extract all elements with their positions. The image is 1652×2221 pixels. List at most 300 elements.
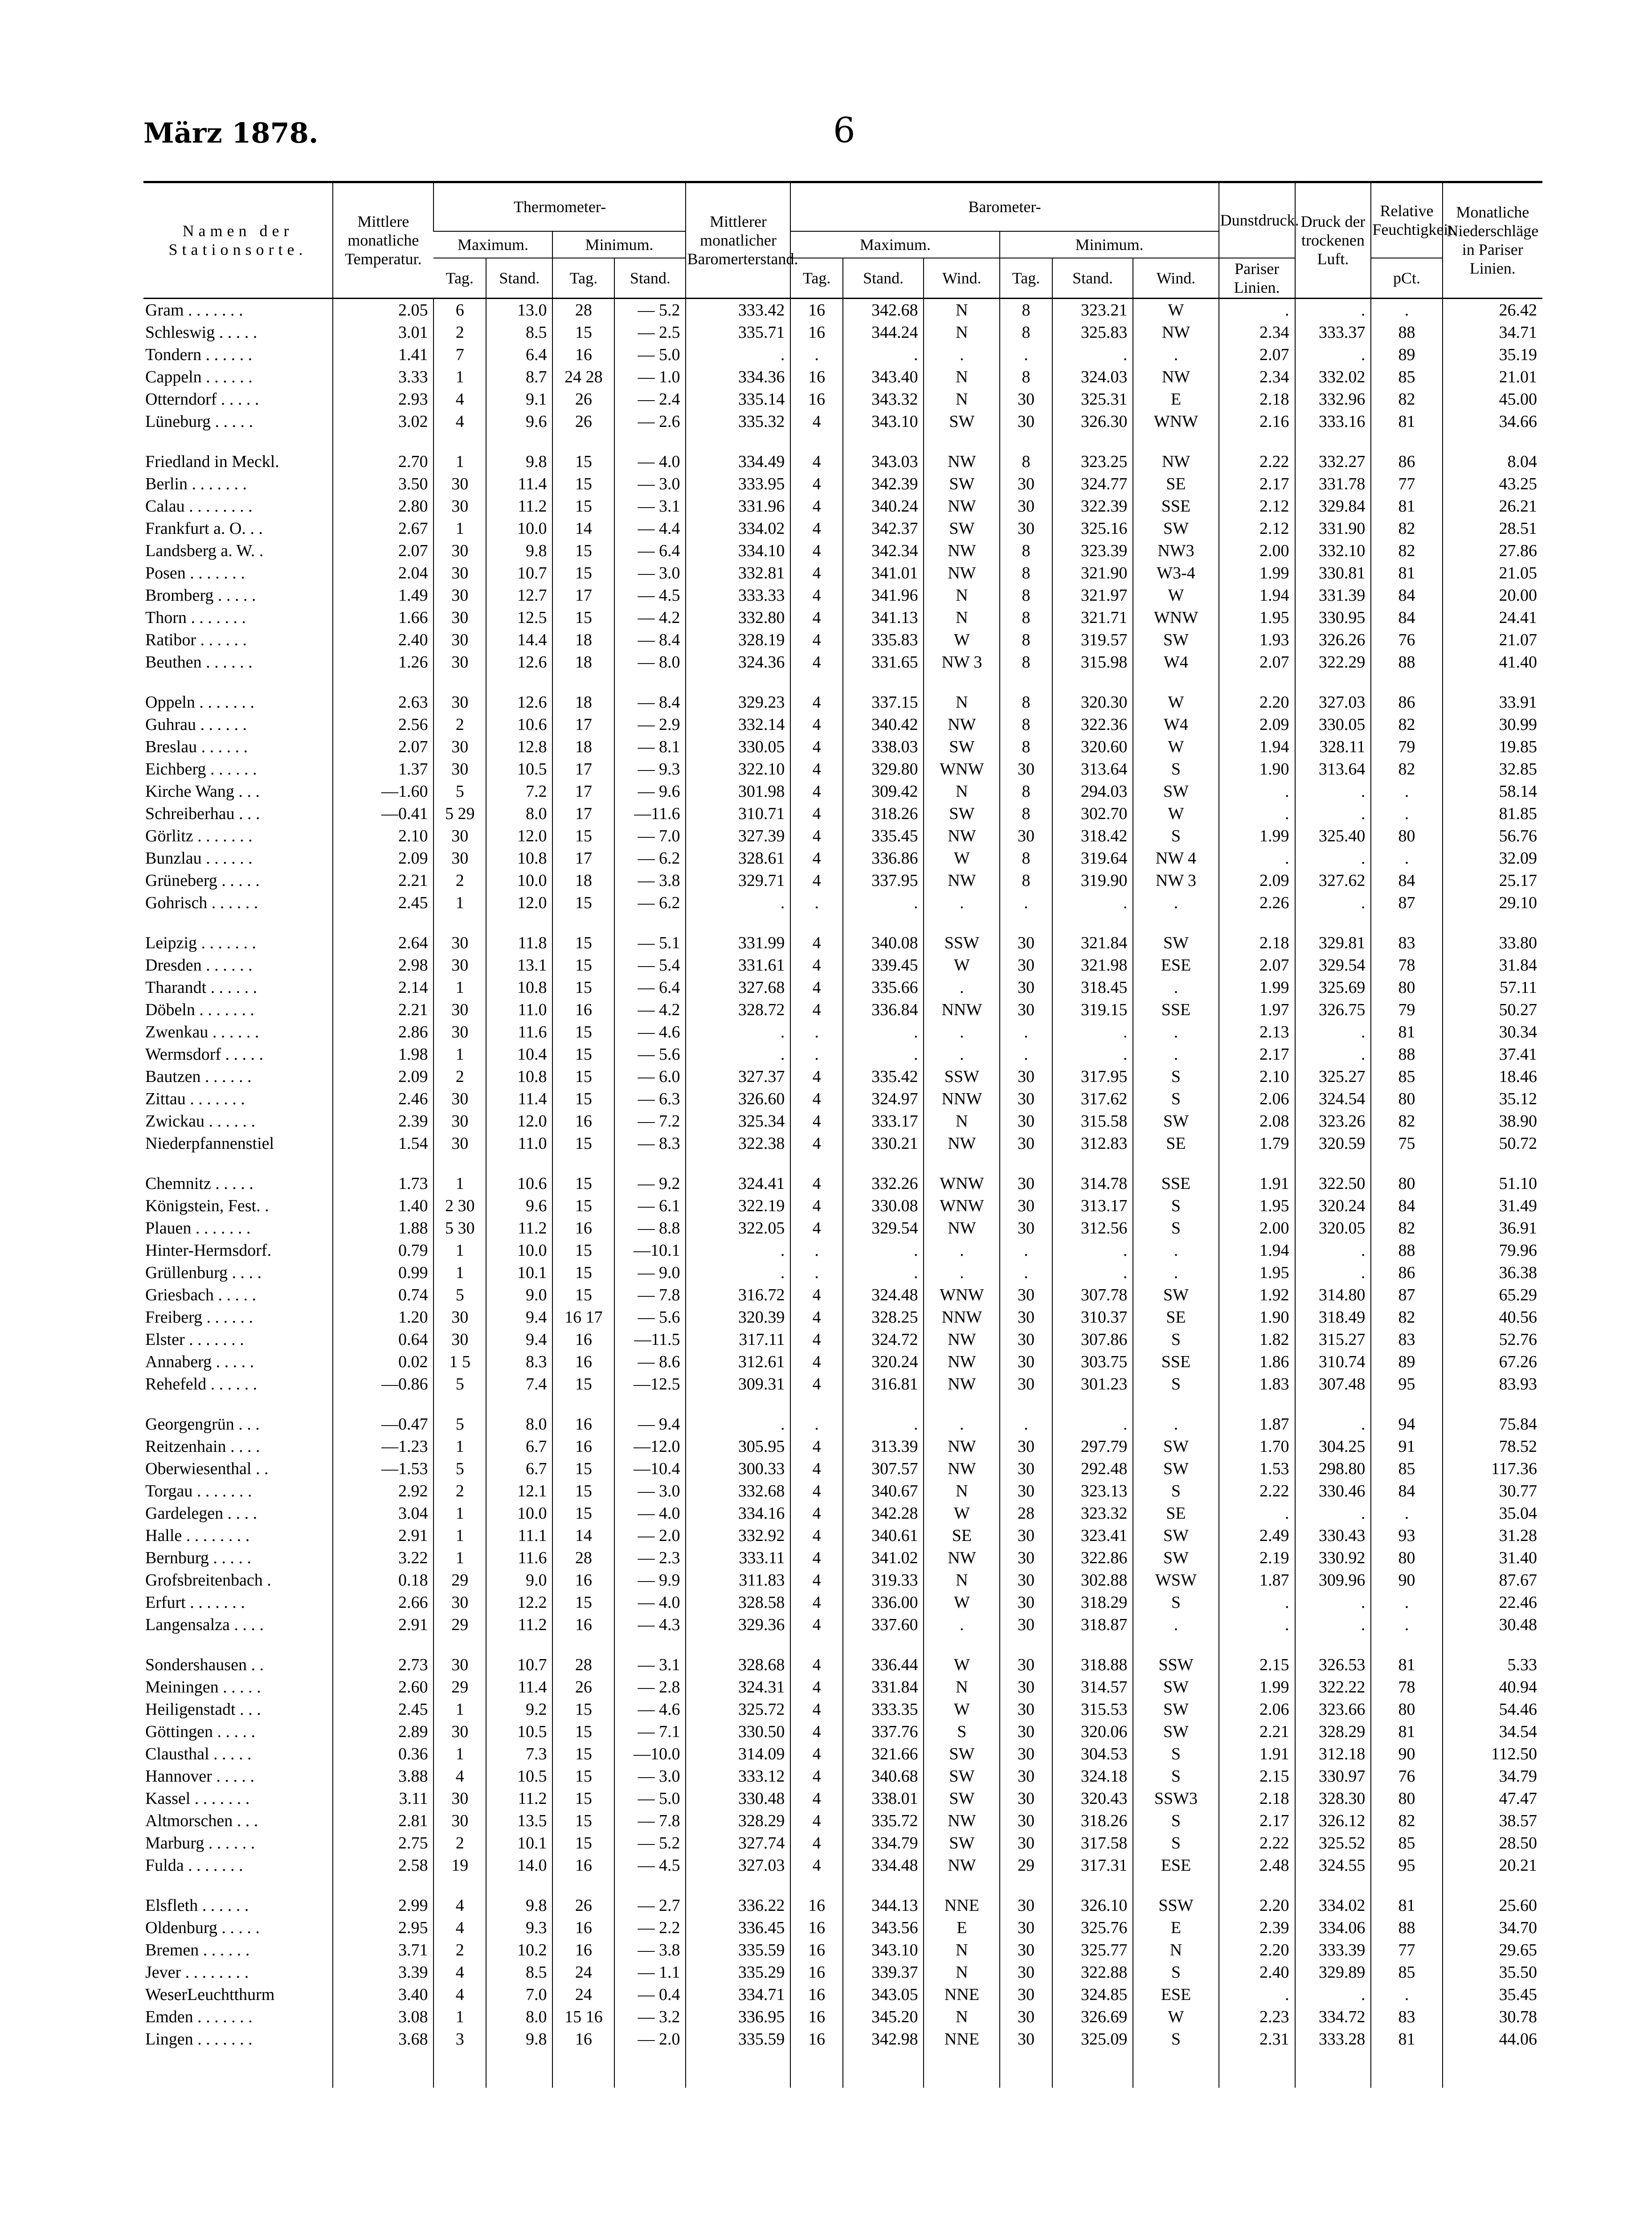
table-cell: 85 — [1371, 1832, 1442, 1854]
gap-cell — [790, 1395, 842, 1413]
gap-cell — [1443, 433, 1542, 451]
gap-cell — [614, 2050, 686, 2088]
gap-cell — [1000, 2050, 1052, 2088]
table-cell: NNW — [924, 1306, 1000, 1328]
table-cell: 1.73 — [333, 1172, 433, 1195]
table-cell: 16 — [790, 298, 842, 321]
table-cell: 15 — [552, 1458, 614, 1480]
table-cell: 30 — [433, 1306, 486, 1328]
table-cell: W — [1133, 803, 1219, 825]
table-cell: 9.4 — [486, 1328, 553, 1351]
table-cell: . — [1219, 1502, 1295, 1524]
table-cell: 36.91 — [1443, 1217, 1542, 1239]
gap-cell — [1219, 1395, 1295, 1413]
table-cell: 2.06 — [1219, 1698, 1295, 1721]
table-cell: 43.25 — [1443, 473, 1542, 495]
table-cell: 30 — [433, 847, 486, 869]
thermo-min-stand: Stand. — [614, 258, 686, 299]
table-cell: 16 — [552, 1217, 614, 1239]
table-cell: 30 — [433, 758, 486, 780]
station-name: Bunzlau . . . . . . — [145, 848, 253, 868]
gap-cell — [1133, 1636, 1219, 1654]
table-cell: . — [1219, 803, 1295, 825]
table-cell: 331.99 — [686, 932, 790, 954]
table-row — [143, 847, 1542, 869]
table-cell: 16 — [552, 2028, 614, 2050]
table-cell: 5 — [433, 1458, 486, 1480]
table-cell: 2.91 — [333, 1614, 433, 1636]
table-row — [143, 1043, 1542, 1065]
table-cell: 2.49 — [1219, 1524, 1295, 1547]
table-cell: 316.72 — [686, 1284, 790, 1306]
table-cell: 339.45 — [843, 954, 924, 976]
table-cell: 325.31 — [1052, 388, 1133, 410]
table-cell: S — [1133, 1328, 1219, 1351]
station-name: Georgengrün . . . — [145, 1414, 260, 1434]
table-cell: 85 — [1371, 1065, 1442, 1088]
table-cell: 2.56 — [333, 713, 433, 736]
gap-cell — [1000, 1155, 1052, 1172]
table-row — [143, 1787, 1542, 1810]
col-mean-temp: Mittlere monatliche Temperatur. — [333, 182, 433, 299]
table-cell: 15 — [552, 562, 614, 584]
station-name: Oberwiesenthal . . — [145, 1459, 269, 1478]
table-cell: 336.84 — [843, 999, 924, 1021]
table-cell: WNW — [924, 1172, 1000, 1195]
table-cell: 331.65 — [843, 651, 924, 673]
gap-cell — [333, 1395, 433, 1413]
table-cell: NW — [924, 1132, 1000, 1155]
table-cell: 330.97 — [1295, 1765, 1371, 1787]
table-cell: 30 — [433, 584, 486, 606]
table-cell: . — [843, 1239, 924, 1262]
table-cell: 2 — [433, 869, 486, 892]
station-name: Zwenkau . . . . . . — [145, 1022, 259, 1041]
table-cell: 336.00 — [843, 1591, 924, 1614]
table-cell: 30 — [433, 1132, 486, 1155]
table-cell: — 3.0 — [614, 473, 686, 495]
table-cell: 77 — [1371, 473, 1442, 495]
table-cell: SW — [1133, 629, 1219, 651]
station-name: Oppeln . . . . . . . — [145, 693, 254, 712]
table-row — [143, 321, 1542, 344]
table-cell: 35.12 — [1443, 1088, 1542, 1110]
table-row — [143, 1065, 1542, 1088]
table-cell: — 1.1 — [614, 1961, 686, 1983]
table-cell: . — [790, 892, 842, 914]
table-cell: ESE — [1133, 954, 1219, 976]
gap-cell — [1052, 914, 1133, 932]
table-cell: 343.03 — [843, 451, 924, 473]
table-row — [143, 1284, 1542, 1306]
gap-cell — [1371, 914, 1442, 932]
station-name: Oldenburg . . . . . — [145, 1918, 260, 1937]
table-row — [143, 1435, 1542, 1458]
table-cell: 2.95 — [333, 1917, 433, 1939]
table-cell: . — [1371, 803, 1442, 825]
thermo-max-day: Tag. — [433, 258, 486, 299]
table-cell: SW — [924, 1765, 1000, 1787]
table-cell: 8 — [1000, 366, 1052, 388]
table-cell: . — [1133, 1262, 1219, 1284]
table-cell: 325.27 — [1295, 1065, 1371, 1088]
station-name: Grüllenburg . . . . — [145, 1263, 262, 1282]
table-cell: — 7.2 — [614, 1110, 686, 1132]
table-cell: NW 3 — [1133, 869, 1219, 892]
table-cell: 2.14 — [333, 976, 433, 999]
table-cell: 84 — [1371, 869, 1442, 892]
thermo-max: Maximum. — [433, 231, 552, 258]
table-cell: 9.8 — [486, 451, 553, 473]
table-cell: 313.39 — [843, 1435, 924, 1458]
table-row — [143, 1172, 1542, 1195]
table-cell: 330.05 — [1295, 713, 1371, 736]
table-cell: 328.68 — [686, 1654, 790, 1676]
table-cell: 16 — [552, 1917, 614, 1939]
station-name: Frankfurt a. O. . . — [145, 519, 263, 538]
table-cell: 80 — [1371, 1698, 1442, 1721]
table-cell: 318.29 — [1052, 1591, 1133, 1614]
table-cell: —12.0 — [614, 1435, 686, 1458]
table-cell: S — [1133, 1088, 1219, 1110]
table-cell: 10.0 — [486, 869, 553, 892]
table-cell: 343.10 — [843, 1939, 924, 1961]
gap-cell — [614, 914, 686, 932]
table-cell: 309.96 — [1295, 1569, 1371, 1591]
table-cell: 337.60 — [843, 1614, 924, 1636]
table-cell: 9.4 — [486, 1306, 553, 1328]
table-cell: 324.48 — [843, 1284, 924, 1306]
station-name: Freiberg . . . . . . — [145, 1307, 254, 1327]
table-cell: N — [924, 321, 1000, 344]
table-cell: 28.51 — [1443, 517, 1542, 540]
table-cell: 81 — [1371, 410, 1442, 433]
table-cell: 7.3 — [486, 1743, 553, 1765]
table-cell: NW 4 — [1133, 847, 1219, 869]
table-cell: — 8.4 — [614, 691, 686, 713]
gap-cell — [486, 1636, 553, 1654]
table-cell: 0.36 — [333, 1743, 433, 1765]
table-row — [143, 1765, 1542, 1787]
table-cell: 4 — [790, 495, 842, 517]
gap-cell — [1295, 1395, 1371, 1413]
table-cell: 1.88 — [333, 1217, 433, 1239]
table-cell: 3.33 — [333, 366, 433, 388]
table-cell: 2.75 — [333, 1832, 433, 1854]
table-cell: SW — [1133, 1110, 1219, 1132]
table-cell: 333.39 — [1295, 1939, 1371, 1961]
gap-cell — [433, 914, 486, 932]
table-cell: 2.09 — [1219, 869, 1295, 892]
table-cell: S — [1133, 1961, 1219, 1983]
gap-cell — [1052, 2050, 1133, 2088]
table-cell: 343.32 — [843, 388, 924, 410]
table-cell: 44.06 — [1443, 2028, 1542, 2050]
table-cell: 4 — [790, 1502, 842, 1524]
table-cell: 4 — [790, 1328, 842, 1351]
gap-cell — [433, 1155, 486, 1172]
col-dry-pressure: Druck der trockenen Luft. — [1295, 182, 1371, 299]
table-cell: 88 — [1371, 1239, 1442, 1262]
table-cell: 4 — [790, 1480, 842, 1502]
table-cell: 334.48 — [843, 1854, 924, 1877]
table-cell: 84 — [1371, 1480, 1442, 1502]
gap-cell — [143, 1877, 333, 1894]
table-cell: 333.16 — [1295, 410, 1371, 433]
table-cell: 18 — [552, 869, 614, 892]
table-cell: 41.40 — [1443, 651, 1542, 673]
table-cell: WNW — [924, 1195, 1000, 1217]
table-cell: . — [843, 1262, 924, 1284]
table-cell: 326.75 — [1295, 999, 1371, 1021]
station-name: WeserLeuchtthurm — [145, 1985, 275, 2004]
gap-cell — [1000, 433, 1052, 451]
gap-cell — [1295, 1877, 1371, 1894]
table-cell: 15 — [552, 451, 614, 473]
table-cell: . — [843, 892, 924, 914]
gap-cell — [486, 1395, 553, 1413]
table-cell: 4 — [790, 1810, 842, 1832]
gap-cell — [1219, 673, 1295, 691]
table-cell: 336.22 — [686, 1894, 790, 1917]
table-cell: 30 — [433, 1787, 486, 1810]
table-cell: 16 — [552, 1110, 614, 1132]
table-cell: 11.2 — [486, 495, 553, 517]
station-name: Göttingen . . . . . — [145, 1722, 255, 1741]
gap-cell — [433, 1877, 486, 1894]
station-name: Beuthen . . . . . . — [145, 652, 253, 672]
table-cell: 30 — [1000, 1458, 1052, 1480]
station-name: Otterndorf . . . . . — [145, 389, 259, 409]
table-cell: 0.64 — [333, 1328, 433, 1351]
table-cell: 11.4 — [486, 1676, 553, 1698]
table-cell: 1 — [433, 1435, 486, 1458]
table-cell: 2.39 — [333, 1110, 433, 1132]
table-cell: 13.0 — [486, 298, 553, 321]
station-name: Döbeln . . . . . . . — [145, 1000, 254, 1019]
gap-cell — [552, 1877, 614, 1894]
table-cell: 329.71 — [686, 869, 790, 892]
table-cell: NNE — [924, 2028, 1000, 2050]
table-cell: 1.91 — [1219, 1743, 1295, 1765]
table-cell: 91 — [1371, 1435, 1442, 1458]
table-cell: 334.16 — [686, 1502, 790, 1524]
table-cell: SW — [924, 473, 1000, 495]
table-cell: 84 — [1371, 1195, 1442, 1217]
table-cell: 322.88 — [1052, 1961, 1133, 1983]
table-cell: 1.94 — [1219, 1239, 1295, 1262]
table-cell: NW — [924, 1547, 1000, 1569]
table-cell: 340.67 — [843, 1480, 924, 1502]
table-cell: 30 — [1000, 2006, 1052, 2028]
table-cell: 4 — [790, 1373, 842, 1395]
table-cell: 79 — [1371, 999, 1442, 1021]
table-cell: N — [924, 1569, 1000, 1591]
table-cell: SW — [924, 1743, 1000, 1765]
table-cell: 2.00 — [1219, 540, 1295, 562]
table-cell: 2.12 — [1219, 517, 1295, 540]
table-cell: 326.26 — [1295, 629, 1371, 651]
table-cell: 2.10 — [333, 825, 433, 847]
table-cell: 57.11 — [1443, 976, 1542, 999]
table-cell: 86 — [1371, 691, 1442, 713]
table-cell: 2.20 — [1219, 1939, 1295, 1961]
col-precip: Monatliche Niederschläge in Pariser Linien. — [1443, 182, 1542, 299]
table-cell: 344.13 — [843, 1894, 924, 1917]
table-cell: . — [686, 344, 790, 366]
table-cell: 2.67 — [333, 517, 433, 540]
table-cell: 331.78 — [1295, 473, 1371, 495]
table-cell: 1 — [433, 1502, 486, 1524]
gap-cell — [1443, 673, 1542, 691]
table-cell: . — [1052, 1043, 1133, 1065]
table-cell: 16 — [790, 1939, 842, 1961]
table-cell: — 9.3 — [614, 758, 686, 780]
gap-cell — [433, 1636, 486, 1654]
table-cell: 8.3 — [486, 1351, 553, 1373]
gap-cell — [486, 2050, 553, 2088]
table-cell: 30 — [1000, 1217, 1052, 1239]
table-cell: 4 — [790, 847, 842, 869]
baro-min: Minimum. — [1000, 231, 1219, 258]
table-cell: 17 — [552, 847, 614, 869]
table-cell: . — [1133, 976, 1219, 999]
table-cell: . — [1295, 1239, 1371, 1262]
station-name: Fulda . . . . . . . — [145, 1856, 243, 1875]
table-row — [143, 606, 1542, 629]
table-cell: 88 — [1371, 1043, 1442, 1065]
gap-cell — [333, 673, 433, 691]
station-name: Meiningen . . . . . — [145, 1677, 261, 1696]
table-cell: SW — [924, 736, 1000, 758]
table-cell: — 9.6 — [614, 780, 686, 803]
table-cell: 322.38 — [686, 1132, 790, 1155]
table-cell: 76 — [1371, 629, 1442, 651]
baro-max-wind: Wind. — [924, 258, 1000, 299]
table-cell: 15 — [552, 495, 614, 517]
table-cell: 325.16 — [1052, 517, 1133, 540]
table-cell: 87 — [1371, 1284, 1442, 1306]
table-cell: N — [924, 1110, 1000, 1132]
table-cell: 30 — [433, 540, 486, 562]
table-cell: N — [924, 584, 1000, 606]
table-cell: . — [1000, 1239, 1052, 1262]
table-cell: NW3 — [1133, 540, 1219, 562]
gap-cell — [1443, 1155, 1542, 1172]
table-cell: 30 — [1000, 976, 1052, 999]
table-cell: 15 — [552, 825, 614, 847]
station-name: Guhrau . . . . . . — [145, 715, 247, 734]
table-cell: 4 — [790, 1172, 842, 1195]
table-cell: 30 — [1000, 1524, 1052, 1547]
table-cell: 334.49 — [686, 451, 790, 473]
table-cell: 15 — [552, 1591, 614, 1614]
table-cell: 329.89 — [1295, 1961, 1371, 1983]
table-cell: 2.22 — [1219, 451, 1295, 473]
table-cell: 83 — [1371, 932, 1442, 954]
table-cell: 2.17 — [1219, 473, 1295, 495]
table-cell: 313.64 — [1052, 758, 1133, 780]
table-cell: 332.10 — [1295, 540, 1371, 562]
gap-cell — [1133, 914, 1219, 932]
table-cell: 340.42 — [843, 713, 924, 736]
table-cell: 330.05 — [686, 736, 790, 758]
gap-cell — [143, 1155, 333, 1172]
table-cell: 15 — [552, 1480, 614, 1502]
table-cell: 328.19 — [686, 629, 790, 651]
table-cell: 80 — [1371, 1787, 1442, 1810]
baro-min-stand: Stand. — [1052, 258, 1133, 299]
table-cell: 15 — [552, 1373, 614, 1395]
table-cell: SW — [924, 1832, 1000, 1854]
table-cell: 2.22 — [1219, 1480, 1295, 1502]
table-cell: 2.17 — [1219, 1810, 1295, 1832]
table-cell: 29 — [433, 1614, 486, 1636]
table-cell: NW — [924, 1351, 1000, 1373]
table-cell: 67.26 — [1443, 1351, 1542, 1373]
table-cell: 30 — [1000, 932, 1052, 954]
table-row — [143, 825, 1542, 847]
table-cell: 95 — [1371, 1373, 1442, 1395]
table-cell: 10.8 — [486, 1065, 553, 1088]
table-cell: — 5.2 — [614, 298, 686, 321]
table-cell: 22.46 — [1443, 1591, 1542, 1614]
table-cell: 327.62 — [1295, 869, 1371, 892]
table-cell: 10.0 — [486, 1239, 553, 1262]
table-cell: 30 — [1000, 1172, 1052, 1195]
vapour-unit: Pariser Linien. — [1219, 258, 1295, 299]
table-cell: 3.68 — [333, 2028, 433, 2050]
table-cell: 24 — [552, 1961, 614, 1983]
table-cell: — 4.0 — [614, 451, 686, 473]
gap-cell — [1371, 2050, 1442, 2088]
table-cell: 328.72 — [686, 999, 790, 1021]
table-cell: 329.23 — [686, 691, 790, 713]
table-cell: 324.03 — [1052, 366, 1133, 388]
table-cell: 4 — [790, 999, 842, 1021]
table-cell: 35.45 — [1443, 1983, 1542, 2006]
table-cell: 80 — [1371, 1088, 1442, 1110]
table-cell: 30 — [433, 562, 486, 584]
table-cell: — 4.5 — [614, 1854, 686, 1877]
table-cell: 28.50 — [1443, 1832, 1542, 1854]
table-cell: 4 — [790, 473, 842, 495]
table-cell: 4 — [790, 1458, 842, 1480]
table-cell: 327.74 — [686, 1832, 790, 1854]
table-cell: SE — [924, 1524, 1000, 1547]
table-cell: — 3.1 — [614, 495, 686, 517]
table-cell: 30 — [433, 1654, 486, 1676]
table-cell: 34.66 — [1443, 410, 1542, 433]
table-cell: 330.46 — [1295, 1480, 1371, 1502]
table-cell: 334.06 — [1295, 1917, 1371, 1939]
table-cell: . — [1133, 1239, 1219, 1262]
table-cell: 58.14 — [1443, 780, 1542, 803]
station-name: Schleswig . . . . . — [145, 323, 258, 342]
table-cell: 322.36 — [1052, 713, 1133, 736]
table-cell: SSE — [1133, 1351, 1219, 1373]
table-cell: 30 — [1000, 1743, 1052, 1765]
station-name: Gram . . . . . . . — [145, 300, 243, 320]
table-cell: 9.8 — [486, 540, 553, 562]
table-row — [143, 1262, 1542, 1284]
table-cell: 330.92 — [1295, 1547, 1371, 1569]
table-row — [143, 1088, 1542, 1110]
table-cell: E — [1133, 388, 1219, 410]
table-cell: 297.79 — [1052, 1435, 1133, 1458]
page-number: 6 — [833, 111, 855, 151]
table-cell: 322.05 — [686, 1217, 790, 1239]
